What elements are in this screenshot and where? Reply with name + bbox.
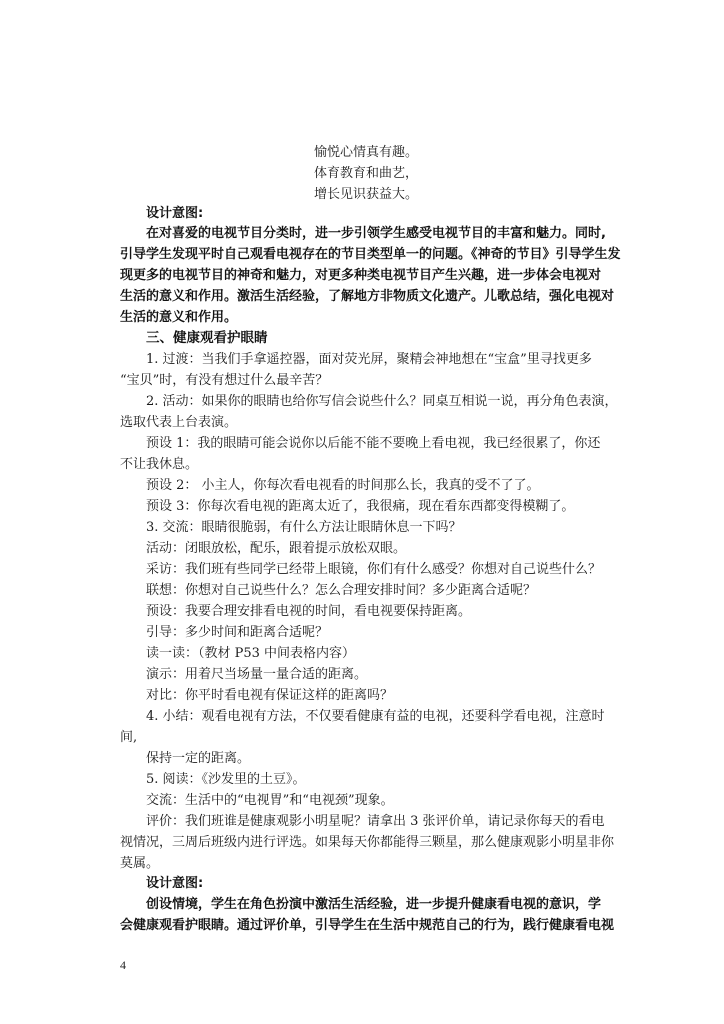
paragraph-preset3: 预设 3：你每次看电视的距离太近了，我很痛，现在看东西都变得模糊了。 bbox=[146, 499, 575, 514]
design-intent-1-line-4: 生活的意义和作用。激活生活经验，了解地方非物质文化遗产。儿歌总结，强化电视对 bbox=[120, 289, 615, 304]
paragraph-preset2: 预设 2： 小主人，你每次看电视看的时间那么长，我真的受不了了。 bbox=[146, 478, 540, 493]
design-intent-2-line-2: 会健康观看护眼睛。通过评价单，引导学生在生活中规范自己的行为，践行健康看电视 bbox=[120, 918, 615, 933]
design-intent-2-line-1: 创设情境，学生在角色扮演中激活生活经验，进一步提升健康看电视的意识，学 bbox=[146, 897, 602, 912]
design-intent-1-line-5: 生活的意义和作用。 bbox=[120, 310, 238, 325]
paragraph-compare: 对比：你平时看电视有保证这样的距离吗？ bbox=[146, 688, 394, 703]
paragraph-activity-line-2: 选取代表上台表演。 bbox=[120, 415, 238, 430]
paragraph-activity-line-1: 2. 活动：如果你的眼睛也给你写信会说些什么？同桌互相说一说，再分角色表演， bbox=[146, 394, 618, 409]
design-intent-1-line-1: 在对喜爱的电视节目分类时，进一步引领学生感受电视节目的丰富和魅力。同时, bbox=[146, 226, 606, 241]
paragraph-summary-line-2: 间, bbox=[120, 730, 138, 745]
paragraph-interview: 采访：我们班有些同学已经带上眼镜，你们有什么感受？你想对自己说些什么？ bbox=[146, 562, 602, 577]
paragraph-relax-activity: 活动：闭眼放松，配乐，跟着提示放松双眼。 bbox=[146, 541, 407, 556]
paragraph-guide: 引导：多少时间和距离合适呢？ bbox=[146, 625, 329, 640]
paragraph-transition-line-2: “宝贝”时，有没有想过什么最辛苦？ bbox=[120, 373, 329, 388]
paragraph-exchange-phenomenon: 交流：生活中的“电视胃”和“电视颈”现象。 bbox=[146, 793, 394, 808]
paragraph-preset1-line-2: 不让我休息。 bbox=[120, 457, 199, 472]
paragraph-transition-line-1: 1. 过渡：当我们手拿遥控器，面对荧光屏，聚精会神地想在“宝盒”里寻找更多 bbox=[146, 352, 592, 367]
paragraph-exchange: 3. 交流：眼睛很脆弱，有什么方法让眼睛休息一下吗？ bbox=[146, 520, 462, 535]
paragraph-association: 联想：你想对自己说些什么？怎么合理安排时间？多少距离合适呢？ bbox=[146, 583, 537, 598]
poem-line-2: 体育教育和曲艺， bbox=[314, 166, 419, 181]
paragraph-demo: 演示：用着尺当场量一量合适的距离。 bbox=[146, 667, 368, 682]
paragraph-evaluation-line-3: 莫属。 bbox=[120, 856, 160, 871]
paragraph-summary-line-1: 4. 小结：观看电视有方法，不仅要看健康有益的电视，还要科学看电视，注意时 bbox=[146, 709, 605, 724]
paragraph-preset1-line-1: 预设 1：我的眼睛可能会说你以后能不能不要晚上看电视，我已经很累了，你还 bbox=[146, 436, 601, 451]
paragraph-evaluation-line-2: 视情况，三周后班级内进行评选。如果每天你都能得三颗星，那么健康观影小明星非你 bbox=[120, 835, 615, 850]
paragraph-evaluation-line-1: 评价：我们班谁是健康观影小明星呢？请拿出 3 张评价单，请记录你每天的看电 bbox=[146, 814, 605, 829]
design-intent-title-1: 设计意图: bbox=[146, 206, 204, 221]
design-intent-1-line-2: 引导学生发现平时自己观看电视存在的节目类型单一的问题。《神奇的节目》引导学生发 bbox=[120, 247, 621, 262]
paragraph-preset-plan: 预设：我要合理安排看电视的时间，看电视要保持距离。 bbox=[146, 604, 472, 619]
design-intent-1-line-3: 现更多的电视节目的神奇和魅力，对更多种类电视节目产生兴趣，进一步体会电视对 bbox=[120, 268, 602, 283]
paragraph-read: 读一读：（教材 P53 中间表格内容） bbox=[146, 646, 356, 661]
poem-line-3: 增长见识获益大。 bbox=[314, 187, 419, 202]
design-intent-title-2: 设计意图: bbox=[146, 876, 204, 891]
page-number: 4 bbox=[120, 958, 126, 972]
paragraph-reading: 5. 阅读：《沙发里的土豆》。 bbox=[146, 772, 306, 787]
paragraph-summary-line-3: 保持一定的距离。 bbox=[146, 751, 251, 766]
section-heading: 三、健康观看护眼睛 bbox=[146, 330, 268, 346]
poem-line-1: 愉悦心情真有趣。 bbox=[314, 145, 419, 160]
